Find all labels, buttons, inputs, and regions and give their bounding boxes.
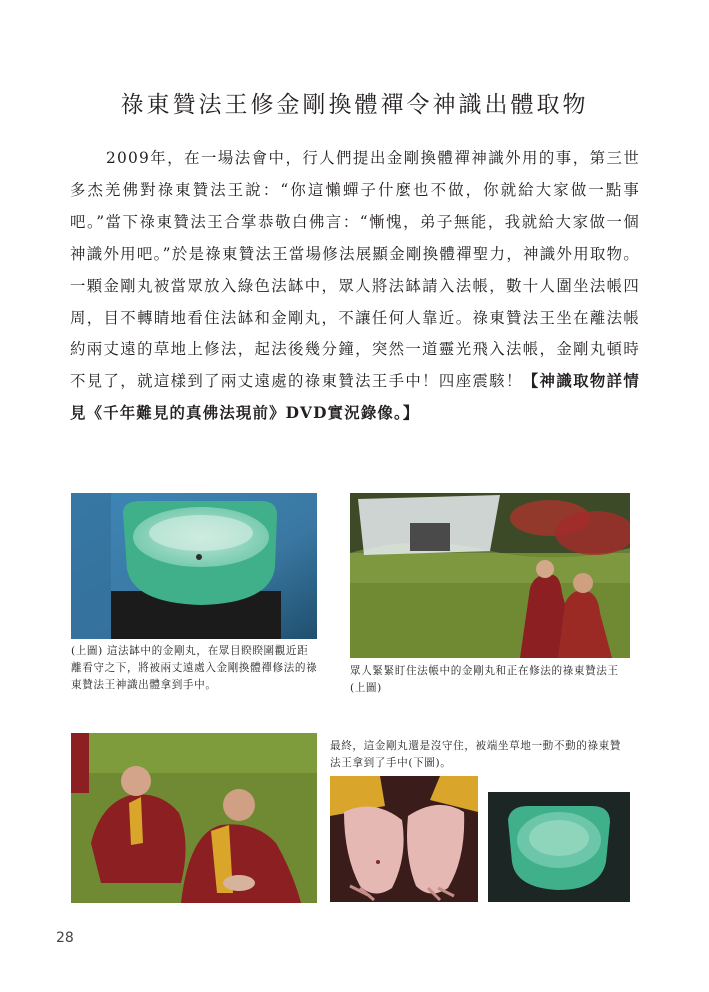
photo-tent-and-monks: [350, 493, 630, 658]
page-title: 祿東贊法王修金剛換體禪令神識出體取物: [120, 92, 589, 118]
page-number: 28: [56, 930, 74, 946]
caption-hands: 最終，這金剛丸還是沒守住，被端坐草地一動不動的祿東贊法王拿到了手中(下圖)。: [330, 740, 622, 769]
caption-green-bowl: (上圖) 這法缽中的金剛丸，在眾目睽睽圍觀近距離看守之下，將被兩丈遠處入金剛換體禪修法的祿東贊法王神識出體拿到手中。: [71, 645, 318, 691]
caption-tent-and-monks: 眾人緊緊盯住法帳中的金剛丸和正在修法的祿東贊法王(上圖): [350, 665, 619, 694]
photo-green-bowl: [71, 493, 317, 639]
dvd-reference-note: 【神識取物詳情見《千年難見的真佛法現前》DVD實況錄像。】: [70, 372, 640, 423]
photo-seated-monks: [71, 733, 317, 903]
body-paragraph: [70, 143, 640, 430]
body-main-text: 2009年，在一場法會中，行人們提出金剛換體禪神識外用的事，第三世多杰羌佛對祿東贊法王說：“你這懶蟬子什麼也不做，你就給大家做一點事吧。”當下祿東贊法王合掌恭敬白佛言：“慚愧，弟子無能，我就給大家做一個神識外用吧。”於是祿東贊法王當場修法展顯金剛換體禪聖力，神識外用取物。一顆金剛丸被當眾放入綠色法缽中，眾人將法缽請入法帳，數十人圍坐法帳四周，目不轉睛地看住法缽和金剛丸，不讓任何人靠近。祿東贊法王坐在離法帳約兩丈遠的草地上修法，起法後幾分鐘，突然一道靈光飛入法帳，金剛丸頓時不見了，就這樣到了兩丈遠處的祿東贊法王手中！四座震駭！: [70, 149, 640, 391]
photo-open-hands: [330, 776, 478, 902]
photo-empty-bowl: [488, 792, 630, 902]
